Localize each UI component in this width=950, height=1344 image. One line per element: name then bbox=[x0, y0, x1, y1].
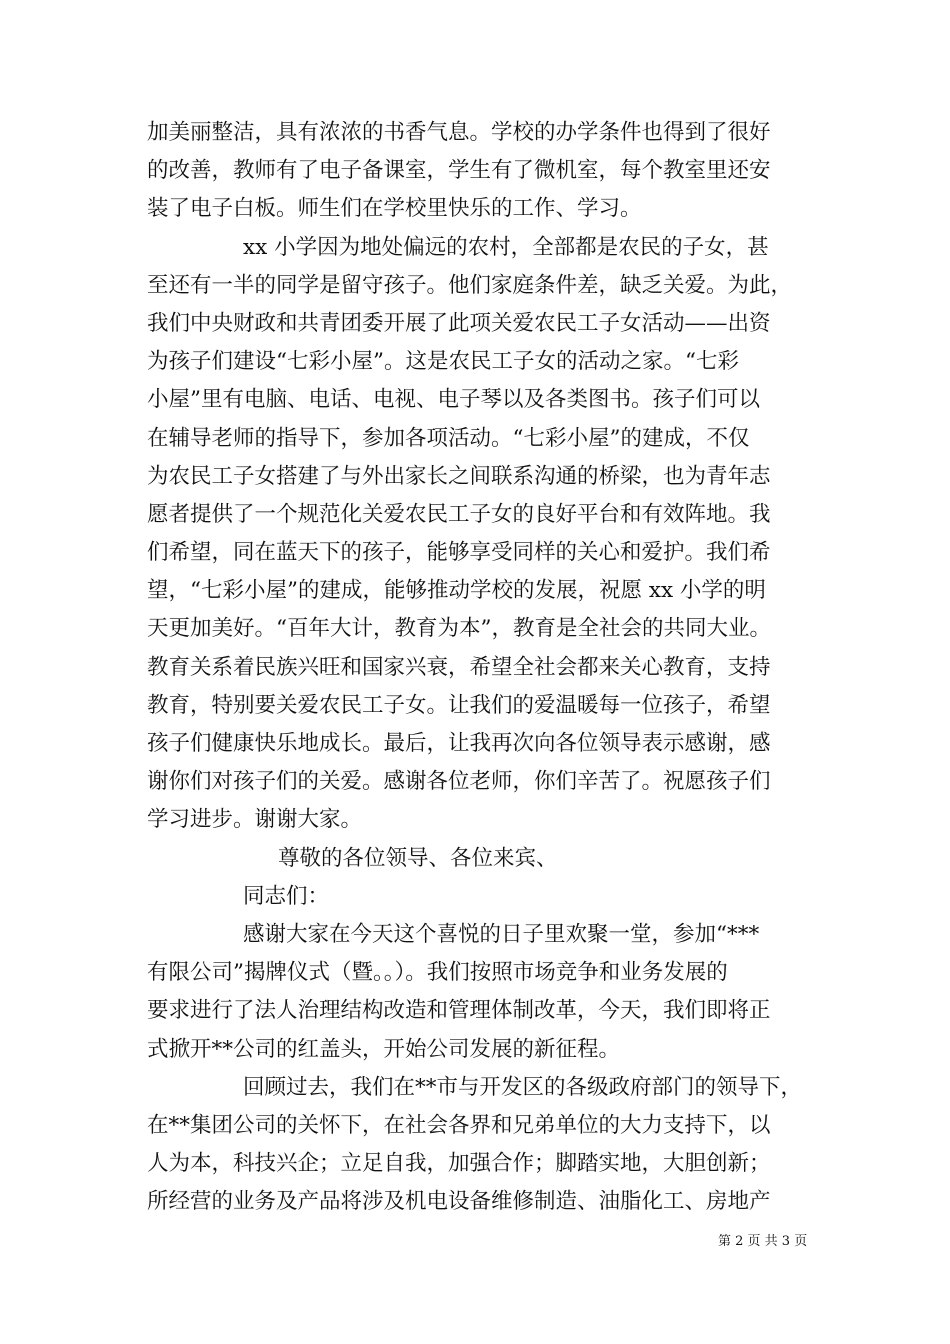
text-line: 谢你们对孩子们的关爱。感谢各位老师，你们辛苦了。祝愿孩子们 bbox=[147, 769, 771, 795]
text-line: 我们中央财政和共青团委开展了此项关爱农民工子女活动——出资 bbox=[147, 310, 771, 336]
text-line: 们希望，同在蓝天下的孩子，能够享受同样的关心和爱护。我们希 bbox=[147, 540, 771, 566]
text-line: 的改善，教师有了电子备课室，学生有了微机室，每个教室里还安 bbox=[147, 158, 771, 184]
text-line: 回顾过去，我们在**市与开发区的各级政府部门的领导下， bbox=[243, 1074, 803, 1100]
text-line: 在**集团公司的关怀下，在社会各界和兄弟单位的大力支持下，以 bbox=[147, 1112, 771, 1138]
text-line: 装了电子白板。师生们在学校里快乐的工作、学习。 bbox=[147, 196, 642, 222]
text-line: 天更加美好。“百年大计，教育为本”，教育是全社会的共同大业。 bbox=[147, 616, 771, 642]
text-line: 愿者提供了一个规范化关爱农民工子女的良好平台和有效阵地。我 bbox=[147, 501, 771, 527]
text-line: 至还有一半的同学是留守孩子。他们家庭条件差，缺乏关爱。为此， bbox=[147, 272, 793, 298]
text-line: 为农民工子女搭建了与外出家长之间联系沟通的桥梁，也为青年志 bbox=[147, 463, 771, 489]
body-text bbox=[147, 114, 827, 1221]
text-line: 为孩子们建设“七彩小屋”。这是农民工子女的活动之家。“七彩 bbox=[147, 349, 739, 375]
text-line: 感谢大家在今天这个喜悦的日子里欢聚一堂，参加“*** bbox=[243, 921, 760, 947]
text-line: 加美丽整洁，具有浓浓的书香气息。学校的办学条件也得到了很好 bbox=[147, 120, 771, 145]
text-line: 所经营的业务及产品将涉及机电设备维修制造、油脂化工、房地产 bbox=[147, 1189, 771, 1215]
text-line: 教育，特别要关爱农民工子女。让我们的爱温暖每一位孩子，希望 bbox=[147, 692, 771, 718]
text-line: 有限公司”揭牌仪式（暨。。）。我们按照市场竞争和业务发展的 bbox=[147, 960, 728, 986]
text-line: 要求进行了法人治理结构改造和管理体制改革，今天，我们即将正 bbox=[147, 998, 771, 1024]
text-line: 孩子们健康快乐地成长。最后，让我再次向各位领导表示感谢，感 bbox=[147, 731, 771, 756]
page-number: 第 2 页 共 3 页 bbox=[718, 1234, 808, 1249]
text-line: xx 小学因为地处偏远的农村，全部都是农民的子女，甚 bbox=[243, 234, 769, 260]
salutation-line: 尊敬的各位领导、各位来宾、 bbox=[278, 845, 558, 871]
salutation-line: 同志们： bbox=[243, 883, 330, 909]
text-line: 在辅导老师的指导下，参加各项活动。“七彩小屋”的建成，不仅 bbox=[147, 425, 750, 451]
text-line: 教育关系着民族兴旺和国家兴衰，希望全社会都来关心教育，支持 bbox=[147, 654, 771, 680]
text-line: 人为本，科技兴企；立足自我，加强合作；脚踏实地，大胆创新； bbox=[147, 1151, 771, 1177]
text-line: 学习进步。谢谢大家。 bbox=[147, 807, 363, 833]
text-line: 式掀开**公司的红盖头，开始公司发展的新征程。 bbox=[147, 1036, 621, 1062]
text-line: 望，“七彩小屋”的建成，能够推动学校的发展，祝愿 xx 小学的明 bbox=[147, 578, 766, 604]
text-line: 小屋”里有电脑、电话、电视、电子琴以及各类图书。孩子们可以 bbox=[147, 387, 760, 413]
